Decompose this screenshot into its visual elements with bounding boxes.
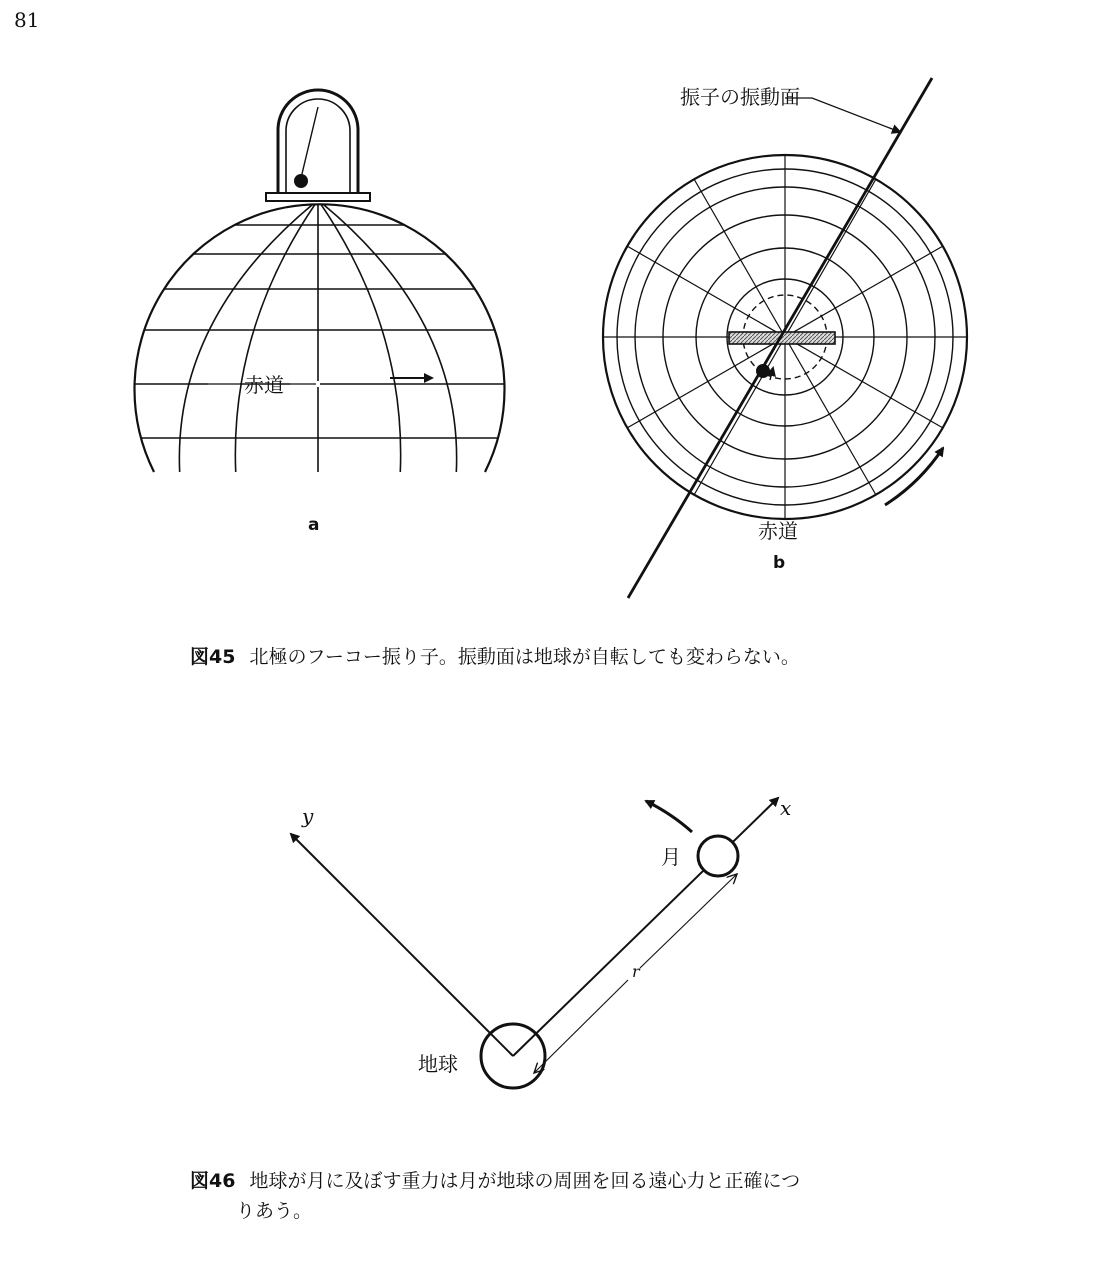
moon-motion-arrow — [646, 801, 692, 832]
moon-circle — [698, 836, 738, 876]
pendulum-bob-b — [756, 364, 770, 378]
page-number: 81 — [14, 8, 40, 32]
distance-label: r — [632, 962, 640, 981]
swing-plane-label: 振子の振動面 — [680, 85, 800, 109]
figure-46-caption-line1: 地球が月に及ぼす重力は月が地球の周囲を回る遠心力と正確につ — [249, 1170, 801, 1192]
figure-46-caption — [190, 1166, 910, 1226]
pendulum-arch-outer — [278, 90, 358, 193]
pendulum-base — [266, 193, 370, 201]
figure-46-earth-moon — [291, 798, 778, 1088]
figure-46-caption-number: 図46 — [190, 1170, 236, 1192]
figure-45b-label: b — [773, 553, 786, 573]
figure-45-caption — [190, 642, 800, 672]
latitude-lines — [120, 200, 520, 480]
y-axis — [291, 834, 513, 1056]
rotation-arrow-b — [885, 448, 943, 505]
globe-outline — [135, 204, 505, 472]
figure-45-caption-number: 図45 — [190, 646, 236, 668]
earth-label: 地球 — [418, 1052, 458, 1076]
figure-45a-globe — [120, 90, 520, 480]
moon-label: 月 — [661, 845, 681, 869]
pendulum-string — [301, 107, 318, 178]
equator-label-a: 赤道 — [244, 373, 284, 397]
swing-plane-leader — [785, 98, 900, 132]
figure-45-caption-text: 北極のフーコー振り子。振動面は地球が自転しても変わらない。 — [249, 646, 800, 668]
distance-arrow-lower — [534, 980, 628, 1073]
figure-45a-label: a — [308, 515, 320, 535]
distance-arrow-upper — [640, 874, 737, 968]
x-axis — [513, 798, 778, 1056]
x-axis-label: x — [780, 796, 792, 820]
figure-46-caption-line2: りあう。 — [236, 1200, 313, 1222]
y-axis-label: y — [302, 804, 314, 828]
equator-label-b: 赤道 — [758, 519, 798, 543]
pendulum-bob — [294, 174, 308, 188]
